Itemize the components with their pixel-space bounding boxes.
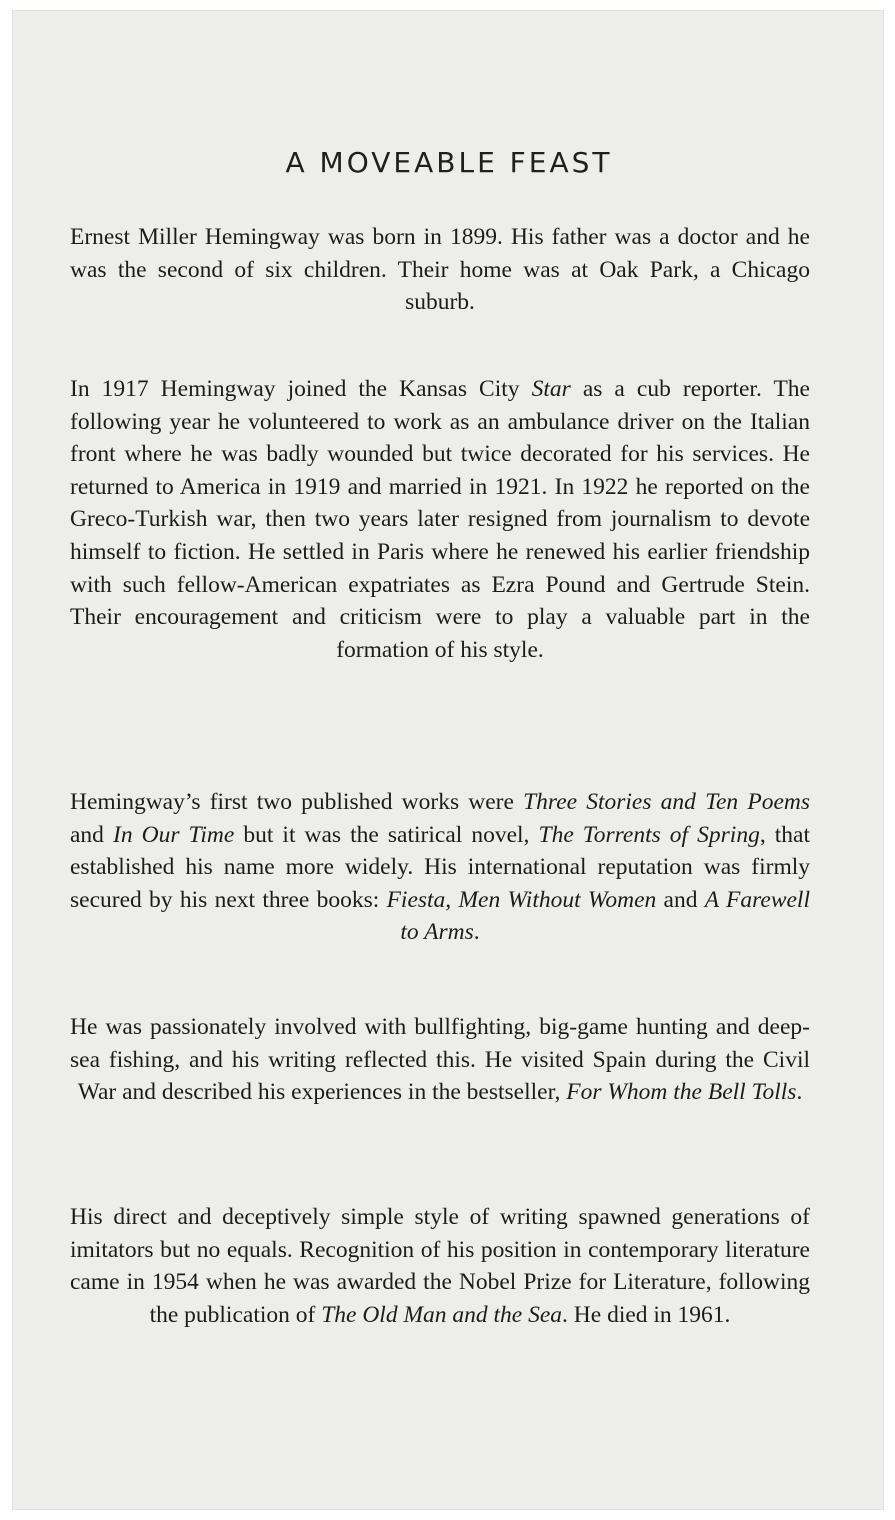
paragraph-text: . — [796, 1079, 803, 1106]
paragraph-text: Hemingway’s first two published works were — [70, 789, 524, 815]
paragraph-text: . He died in 1961. — [562, 1301, 731, 1328]
italic-title: A Farewell to Arms — [400, 886, 810, 946]
paragraph-text: Ernest Miller Hemingway was born in 1899. His father was a doctor and he was the second of six children. Their home was at Oak Park, a Chicago suburb. — [70, 224, 810, 316]
bio-paragraph-early-career — [70, 373, 810, 666]
paragraph-text: and — [70, 821, 113, 848]
italic-title: Fiesta, Men Without Women — [386, 886, 657, 913]
bio-paragraph-legacy — [70, 1201, 810, 1331]
italic-title: For Whom the Bell Tolls — [566, 1079, 797, 1106]
italic-title: The Torrents of Spring — [538, 821, 760, 848]
paragraph-text: but it was the satirical novel, — [234, 821, 539, 848]
italic-title: Star — [531, 376, 571, 402]
paragraph-text: . — [473, 919, 480, 946]
italic-title: Three Stories and Ten Poems — [523, 789, 810, 815]
italic-title: The Old Man and the Sea — [321, 1301, 563, 1328]
book-page — [12, 10, 884, 1510]
paragraph-text: , that established his name more widely. His international reputation was firmly secured by his next three books: — [70, 821, 811, 913]
paragraph-text: He was passionately involved with bullfighting, big-game hunting and deep-sea fishing, and his writing reflected this. He visited Spain during the Civil War and described his experiences in the bestseller, — [70, 1014, 810, 1106]
italic-title: In Our Time — [113, 821, 235, 848]
paragraph-text: as a cub reporter. The following year he volunteered to work as an ambulance driver on the Italian front where he was badly wounded but twice decorated for his services. He returned to America in 1919 and married in 1921. In 1922 he reported on the Greco-Turkish war, then two years later resigned from journalism to devote himself to fiction. He settled in Paris where he renewed his earlier friendship with such fellow-American expatriates as Ezra Pound and Gertrude Stein. Their encouragement and criticism were to play a valuable part in the formation of his style. — [70, 376, 810, 663]
bio-paragraph-interests — [70, 1011, 810, 1109]
paragraph-text: In 1917 Hemingway joined the Kansas City — [70, 376, 532, 402]
paragraph-text: His direct and deceptively simple style of writing spawned generations of imitators but no equals. Recognition of his position in contemporary literature came in 1954 when he was awarded the Nobel Prize for Literature, following the publication of — [70, 1204, 810, 1328]
bio-paragraph-works — [70, 786, 810, 949]
page-title: A MOVEABLE FEAST — [285, 146, 613, 179]
paragraph-text: and — [656, 886, 705, 913]
bio-paragraph-birth — [70, 221, 810, 319]
